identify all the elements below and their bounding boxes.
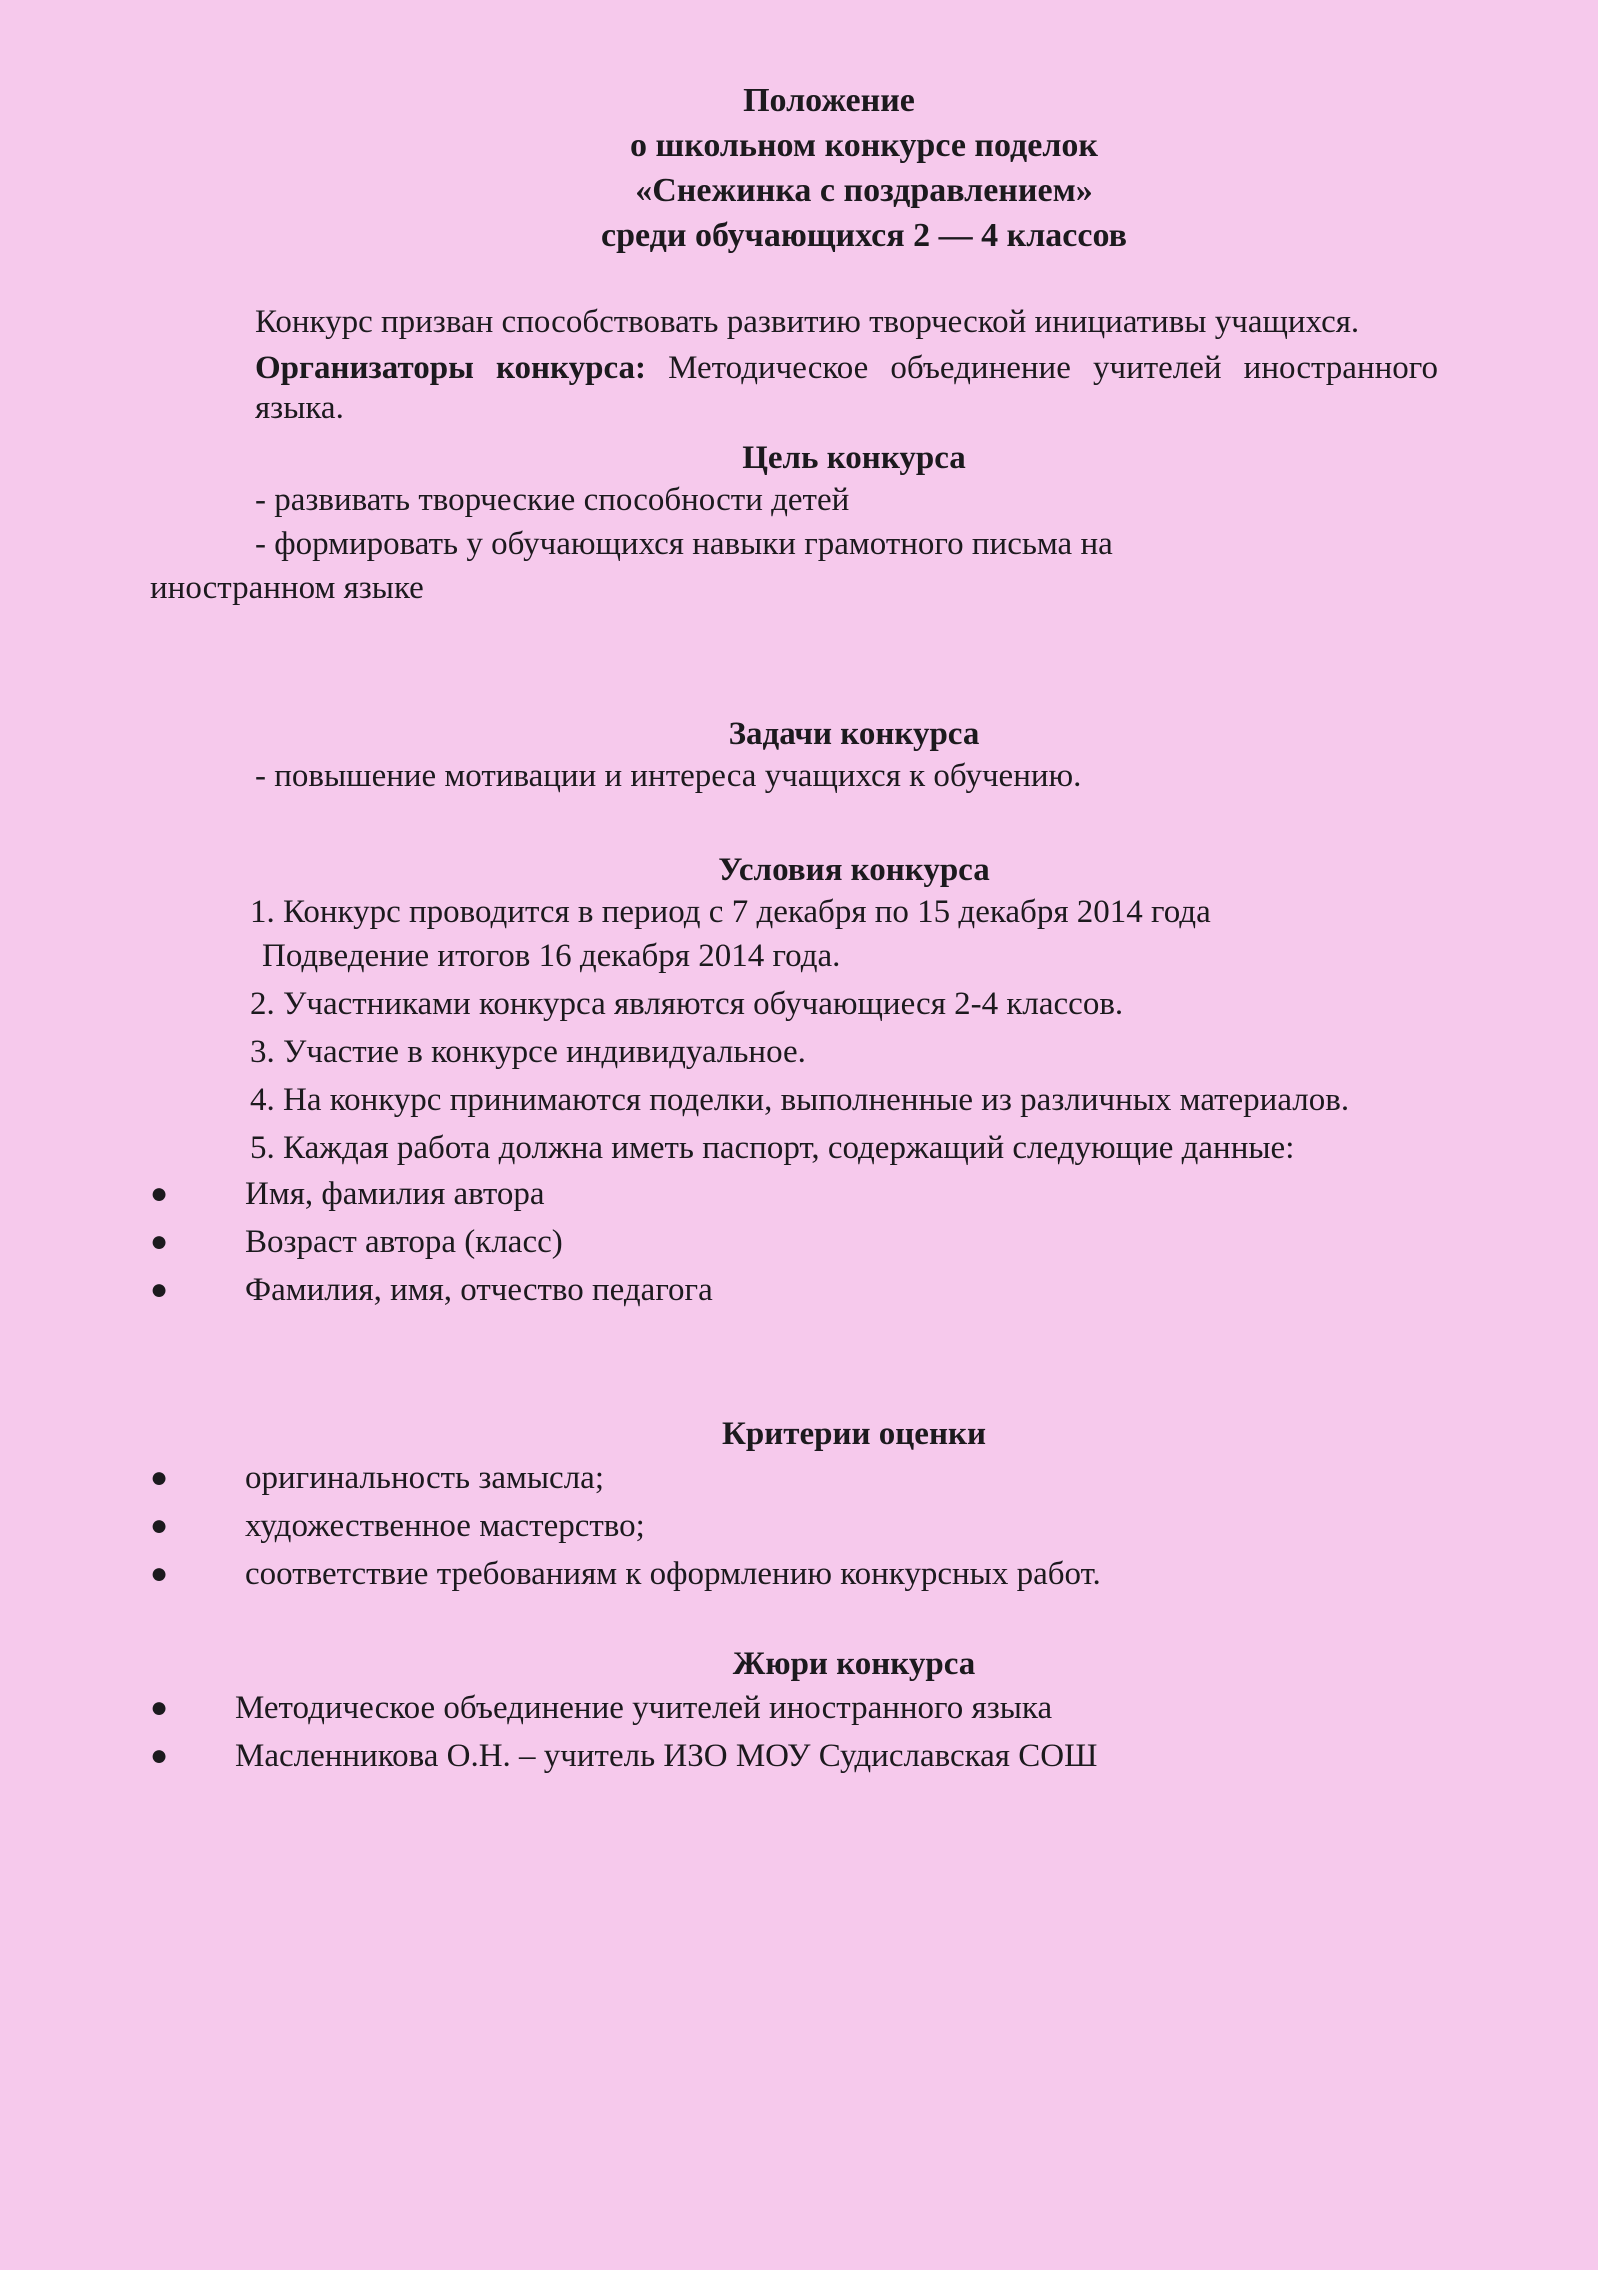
jury-item-label: Масленникова О.Н. – учитель ИЗО МОУ Судиславская СОШ [235,1738,1098,1774]
tasks-item-1: - повышение мотивации и интереса учащихся к обучению. [255,758,1082,794]
bullet-icon: ● [150,1557,169,1590]
bullet-icon: ● [150,1509,169,1542]
criteria-item-label: художественное мастерство; [245,1508,645,1544]
goal-item-2: - формировать у обучающихся навыки грамотного письма на [255,526,1113,562]
passport-list [150,1170,1478,1314]
document-title [150,78,1478,258]
intro-organizers [255,348,1438,428]
tasks-heading: Задачи конкурса [728,716,980,752]
condition-1: 1. Конкурс проводится в период с 7 декабря по 15 декабря 2014 года [250,894,1211,930]
list-item [150,1218,1478,1266]
list-item [150,1550,1478,1598]
goal-item-2-continued: иностранном языке [150,570,424,606]
list-item [150,1170,1478,1218]
list-item [150,1732,1478,1780]
conditions-list [150,890,1478,1170]
goal-item-1: - развивать творческие способности детей [255,482,850,518]
bullet-icon: ● [150,1273,169,1306]
intro-purpose: Конкурс призван способствовать развитию творческой инициативы учащихся. [255,304,1360,340]
bullet-icon: ● [150,1225,169,1258]
passport-item-label: Имя, фамилия автора [245,1176,545,1212]
title-line-1: Положение [743,82,915,119]
criteria-item-label: оригинальность замысла; [245,1460,604,1496]
title-line-2: о школьном конкурсе поделок [630,127,1098,164]
list-item [150,1684,1478,1732]
list-item [150,1502,1478,1550]
bullet-icon: ● [150,1461,169,1494]
conditions-heading: Условия конкурса [718,852,990,888]
goal-heading: Цель конкурса [742,440,966,476]
bullet-icon: ● [150,1739,169,1772]
list-item [150,1266,1478,1314]
passport-item-label: Возраст автора (класс) [245,1224,563,1260]
criteria-heading: Критерии оценки [722,1416,986,1452]
title-line-3: «Снежинка с поздравлением» [635,172,1093,209]
condition-4: 4. На конкурс принимаются поделки, выполненные из различных материалов. [250,1082,1350,1118]
list-item [150,1454,1478,1502]
condition-2: 2. Участниками конкурса являются обучающиеся 2-4 классов. [250,986,1124,1022]
title-line-4: среди обучающихся 2 — 4 классов [601,217,1127,254]
jury-item-label: Методическое объединение учителей иностранного языка [235,1690,1053,1726]
bullet-icon: ● [150,1691,169,1724]
organizers-label: Организаторы конкурса: [255,350,646,386]
condition-3: 3. Участие в конкурсе индивидуальное. [250,1034,806,1070]
jury-list [150,1684,1478,1780]
bullet-icon: ● [150,1177,169,1210]
criteria-list [150,1454,1478,1598]
criteria-item-label: соответствие требованиям к оформлению конкурсных работ. [245,1556,1101,1592]
condition-5: 5. Каждая работа должна иметь паспорт, содержащий следующие данные: [250,1130,1295,1166]
jury-heading: Жюри конкурса [732,1646,976,1682]
organizers-text: Методическое объединение учителей иностранного языка. [255,350,1438,426]
passport-item-label: Фамилия, имя, отчество педагога [245,1272,713,1308]
intro-section [150,302,1478,428]
condition-1-summary: Подведение итогов 16 декабря 2014 года. [262,938,841,974]
